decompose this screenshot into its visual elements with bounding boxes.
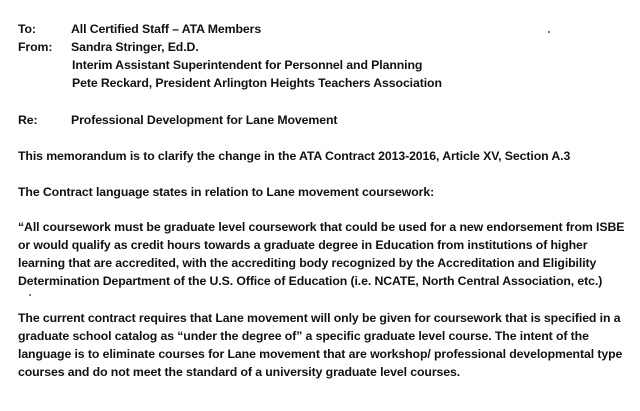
to-label: To: <box>18 22 36 36</box>
re-row <box>18 111 630 129</box>
re-label: Re: <box>18 113 38 127</box>
scan-speck <box>548 31 550 33</box>
from-title: Interim Assistant Superintendent for Personnel and Planning <box>72 58 423 72</box>
purpose-paragraph: This memorandum is to clarify the change in the ATA Contract 2013-2016, Article XV, Section A.3 <box>18 149 571 163</box>
intro-paragraph: The Contract language states in relation to Lane movement coursework: <box>18 185 435 199</box>
from-row <box>18 38 630 56</box>
from-name: Sandra Stringer, Ed.D. <box>71 40 199 54</box>
from-label: From: <box>18 40 53 54</box>
re-subject: Professional Development for Lane Movement <box>71 113 338 127</box>
from-cosigner: Pete Reckard, President Arlington Heights Teachers Association <box>72 76 442 90</box>
scan-speck <box>29 294 31 296</box>
to-value: All Certified Staff – ATA Members <box>71 22 262 36</box>
explanation-paragraph: The current contract requires that Lane movement will only be given for coursework that is specified in a graduate school catalog as “under the degree of” a specific graduate level course. The intent of the language is to eliminate courses for Lane movement that are workshop/ professional developmental type courses and do not meet the standard of a university graduate level courses. <box>18 311 623 379</box>
contract-quote-paragraph: “All coursework must be graduate level coursework that could be used for a new endorsement from ISBE or would qualify as credit hours towards a graduate degree in Education from institutions of higher learning that are accredited, with the accrediting body recognized by the Accreditation and Eligibility Determination Department of the U.S. Office of Education (i.e. NCATE, North Central Association, etc.) <box>18 220 625 288</box>
to-row <box>18 20 630 38</box>
memo <box>18 20 630 381</box>
